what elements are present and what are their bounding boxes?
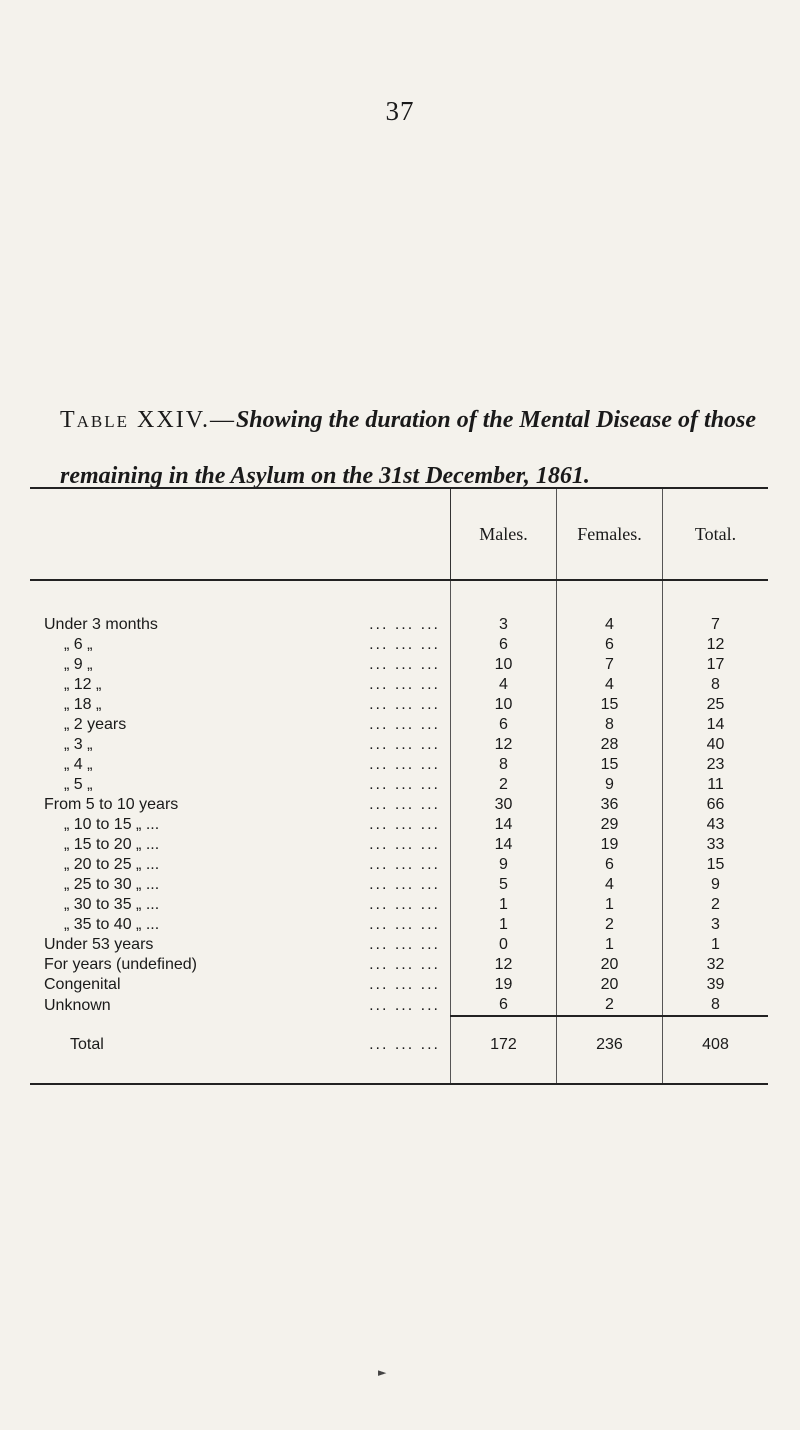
cell-females: 4 xyxy=(556,675,662,695)
cell-females: 20 xyxy=(556,975,662,995)
leader-dots: ... ... ... xyxy=(369,876,440,893)
cell-total: 23 xyxy=(662,755,768,775)
row-label xyxy=(30,895,450,915)
leader-dots: ... ... ... xyxy=(369,696,440,713)
row-label xyxy=(30,975,450,995)
leader-dots: ... ... ... xyxy=(369,816,440,833)
cell-females: 2 xyxy=(556,995,662,1016)
row-label xyxy=(30,875,450,895)
cell-total: 25 xyxy=(662,695,768,715)
row-label xyxy=(30,935,450,955)
leader-dots: ... ... ... xyxy=(369,736,440,753)
cell-males: 6 xyxy=(450,715,556,735)
leader-dots: ... ... ... xyxy=(369,836,440,853)
duration-table xyxy=(30,487,768,1085)
cell-total: 3 xyxy=(662,915,768,935)
table-row xyxy=(30,895,768,915)
row-label-text: For years (undefined) xyxy=(44,956,197,973)
printer-mark: ► xyxy=(378,1366,387,1379)
cell-females: 29 xyxy=(556,815,662,835)
cell-females: 15 xyxy=(556,755,662,775)
cell-males: 8 xyxy=(450,755,556,775)
cell-males: 0 xyxy=(450,935,556,955)
leader-dots: ... ... ... xyxy=(369,1035,440,1053)
table-row xyxy=(30,695,768,715)
total-males: 172 xyxy=(450,1016,556,1084)
table-row xyxy=(30,675,768,695)
cell-females: 1 xyxy=(556,935,662,955)
cell-males: 1 xyxy=(450,895,556,915)
leader-dots: ... ... ... xyxy=(369,756,440,773)
leader-dots: ... ... ... xyxy=(369,716,440,733)
cell-females: 20 xyxy=(556,955,662,975)
row-label xyxy=(30,715,450,735)
row-label-text: „ 2 years xyxy=(64,716,127,733)
table-row xyxy=(30,635,768,655)
row-label xyxy=(30,995,450,1016)
cell-females: 6 xyxy=(556,855,662,875)
leader-dots: ... ... ... xyxy=(369,636,440,653)
leader-dots: ... ... ... xyxy=(369,896,440,913)
table-title-prefix: Table XXIV.— xyxy=(60,407,236,433)
row-label-text: „ 35 to 40 „ ... xyxy=(64,916,160,933)
cell-total: 33 xyxy=(662,835,768,855)
cell-total: 11 xyxy=(662,775,768,795)
cell-total: 12 xyxy=(662,635,768,655)
cell-males: 14 xyxy=(450,815,556,835)
row-label-text: „ 10 to 15 „ ... xyxy=(64,816,160,833)
cell-total: 14 xyxy=(662,715,768,735)
table-row xyxy=(30,995,768,1016)
row-label xyxy=(30,735,450,755)
leader-dots: ... ... ... xyxy=(369,976,440,993)
row-label xyxy=(30,835,450,855)
cell-males: 12 xyxy=(450,955,556,975)
table-header-row xyxy=(30,488,768,580)
table-body xyxy=(30,580,768,1084)
row-label xyxy=(30,675,450,695)
table-row xyxy=(30,875,768,895)
row-label-text: „ 5 „ xyxy=(64,776,93,793)
cell-males: 6 xyxy=(450,995,556,1016)
header-total: Total. xyxy=(662,488,768,580)
row-label-text: Unknown xyxy=(44,996,111,1014)
total-label-text: Total xyxy=(70,1035,104,1053)
leader-dots: ... ... ... xyxy=(369,676,440,693)
cell-females: 4 xyxy=(556,875,662,895)
header-males: Males. xyxy=(450,488,556,580)
table-row xyxy=(30,835,768,855)
cell-total: 32 xyxy=(662,955,768,975)
cell-total: 17 xyxy=(662,655,768,675)
cell-males: 3 xyxy=(450,580,556,635)
cell-males: 9 xyxy=(450,855,556,875)
total-total: 408 xyxy=(662,1016,768,1084)
cell-total: 43 xyxy=(662,815,768,835)
header-label xyxy=(30,488,450,580)
cell-males: 10 xyxy=(450,695,556,715)
leader-dots: ... ... ... xyxy=(369,776,440,793)
table-row xyxy=(30,915,768,935)
leader-dots: ... ... ... xyxy=(369,856,440,873)
cell-females: 36 xyxy=(556,795,662,815)
cell-total: 2 xyxy=(662,895,768,915)
row-label xyxy=(30,655,450,675)
table-row xyxy=(30,755,768,775)
row-label-text: „ 4 „ xyxy=(64,756,93,773)
cell-males: 5 xyxy=(450,875,556,895)
row-label xyxy=(30,915,450,935)
cell-females: 28 xyxy=(556,735,662,755)
cell-males: 19 xyxy=(450,975,556,995)
cell-males: 10 xyxy=(450,655,556,675)
row-label xyxy=(30,755,450,775)
cell-total: 9 xyxy=(662,875,768,895)
table-row xyxy=(30,580,768,635)
cell-males: 1 xyxy=(450,915,556,935)
table-row xyxy=(30,955,768,975)
cell-females: 1 xyxy=(556,895,662,915)
cell-total: 39 xyxy=(662,975,768,995)
leader-dots: ... ... ... xyxy=(369,656,440,673)
row-label-text: From 5 to 10 years xyxy=(44,796,179,813)
row-label xyxy=(30,855,450,875)
cell-total: 15 xyxy=(662,855,768,875)
row-label-text: „ 30 to 35 „ ... xyxy=(64,896,160,913)
cell-females: 15 xyxy=(556,695,662,715)
cell-females: 2 xyxy=(556,915,662,935)
cell-males: 30 xyxy=(450,795,556,815)
row-label xyxy=(30,795,450,815)
row-label-text: „ 12 „ xyxy=(64,676,102,693)
table-row xyxy=(30,795,768,815)
cell-females: 19 xyxy=(556,835,662,855)
table-row xyxy=(30,815,768,835)
row-label-text: „ 9 „ xyxy=(64,656,93,673)
cell-females: 9 xyxy=(556,775,662,795)
cell-females: 4 xyxy=(556,580,662,635)
table-row xyxy=(30,975,768,995)
row-label xyxy=(30,635,450,655)
duration-table-container xyxy=(30,487,768,1085)
total-females: 236 xyxy=(556,1016,662,1084)
cell-males: 4 xyxy=(450,675,556,695)
cell-males: 6 xyxy=(450,635,556,655)
cell-total: 40 xyxy=(662,735,768,755)
row-label xyxy=(30,955,450,975)
cell-total: 7 xyxy=(662,580,768,635)
leader-dots: ... ... ... xyxy=(369,916,440,933)
cell-total: 8 xyxy=(662,675,768,695)
table-row xyxy=(30,655,768,675)
total-label xyxy=(30,1016,450,1084)
row-label-text: „ 20 to 25 „ ... xyxy=(64,856,160,873)
row-label-text: Congenital xyxy=(44,976,121,993)
cell-females: 7 xyxy=(556,655,662,675)
row-label-text: Under 53 years xyxy=(44,936,154,953)
leader-dots: ... ... ... xyxy=(369,956,440,973)
leader-dots: ... ... ... xyxy=(369,796,440,813)
leader-dots: ... ... ... xyxy=(369,996,440,1014)
cell-males: 14 xyxy=(450,835,556,855)
row-label-text: „ 18 „ xyxy=(64,696,102,713)
row-label xyxy=(30,815,450,835)
table-row xyxy=(30,935,768,955)
row-label xyxy=(30,580,450,635)
cell-males: 2 xyxy=(450,775,556,795)
cell-total: 66 xyxy=(662,795,768,815)
row-label-text: „ 25 to 30 „ ... xyxy=(64,876,160,893)
total-row xyxy=(30,1016,768,1084)
row-label-text: „ 6 „ xyxy=(64,636,93,653)
table-row xyxy=(30,855,768,875)
leader-dots: ... ... ... xyxy=(369,936,440,953)
table-row xyxy=(30,735,768,755)
cell-females: 8 xyxy=(556,715,662,735)
page-number: 37 xyxy=(385,96,415,126)
header-females: Females. xyxy=(556,488,662,580)
cell-males: 12 xyxy=(450,735,556,755)
table-row xyxy=(30,715,768,735)
row-label-text: Under 3 months xyxy=(44,616,158,633)
leader-dots: ... ... ... xyxy=(369,616,440,633)
row-label xyxy=(30,695,450,715)
cell-females: 6 xyxy=(556,635,662,655)
cell-total: 1 xyxy=(662,935,768,955)
row-label-text: „ 15 to 20 „ ... xyxy=(64,836,160,853)
row-label-text: „ 3 „ xyxy=(64,736,93,753)
table-row xyxy=(30,775,768,795)
cell-total: 8 xyxy=(662,995,768,1016)
row-label xyxy=(30,775,450,795)
table-title-text: Showing the duration of the Mental Disease of those remaining in the Asylum on the 31st December, 1861. xyxy=(60,407,757,489)
